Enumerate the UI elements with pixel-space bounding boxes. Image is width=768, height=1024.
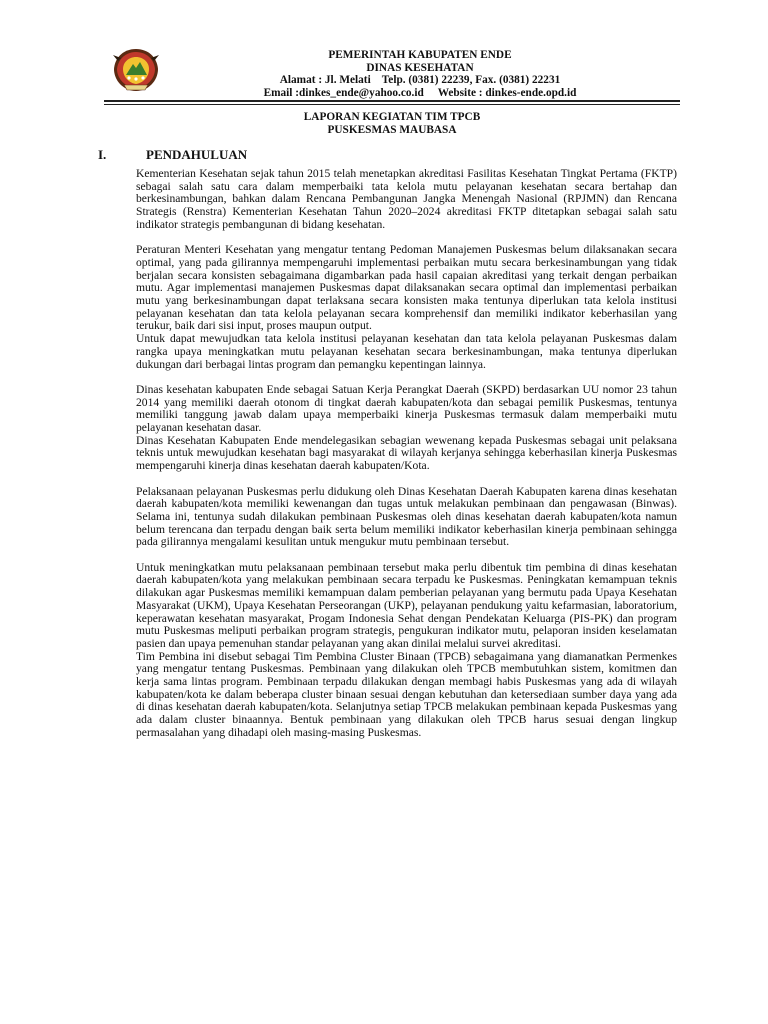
section-number: I. — [98, 147, 107, 162]
paragraph-1: Kementerian Kesehatan sejak tahun 2015 telah menetapkan akreditasi Fasilitas Kesehatan Tingkat Pertama (FKTP) sebagai salah satu cara dalam memperbaiki tata kelola mutu pelayanan kesehatan secara bertahap dan berkesinambungan, bahkan dalam Rencana Pembangunan Jangka Menengah Nasional (RPJMN) dan Rencana Strategis (Renstra) Kementerian Kesehatan Tahun 2020–2024 akreditasi FKTP ditetapkan sebagai salah satu indikator strategis pembangunan di bidang kesehatan. — [136, 167, 677, 231]
letterhead-government: PEMERINTAH KABUPATEN ENDE — [328, 49, 512, 61]
letterhead — [104, 44, 680, 104]
paragraph-6: Pelaksanaan pelayanan Puskesmas perlu didukung oleh Dinas Kesehatan Daerah Kabupaten karena dinas kesehatan daerah kabupaten/kota memiliki kewenangan dan tugas untuk melakukan pembinaan dan pengawasan (Binwas). Selama ini, tentunya sudah dilakukan pembinaan Puskesmas oleh dinas kesehatan daerah kabupaten/kota namun belum terencana dan terpadu dengan baik serta belum memiliki indikator keberhasilan kinerja pembinaan sehingga pada gilirannya mengalami kesulitan untuk mengukur mutu pembinaan tersebut. — [136, 484, 677, 549]
paragraph-2: Peraturan Menteri Kesehatan yang mengatur tentang Pedoman Manajemen Puskesmas belum dilaksanakan secara optimal, yang pada gilirannya mempengaruhi implementasi perbaikan mutu secara berkesinambungan yang tidak berjalan secara konsisten sebagaimana digambarkan pada hasil capaian akreditasi yang terkait dengan perbaikan mutu. Agar implementasi manajemen Puskesmas dapat dilaksanakan secara optimal dan implementasi perbaikan mutu yang berkesinambungan dapat terlaksana secara konsisten maka tentunya diperlukan tata kelola institusi pelayanan kesehatan dan tata kelola pelayanan secara komprehensif dan memiliki indikator keberhasilan yang terukur, baik dari sisi input, proses maupun output. — [136, 243, 677, 333]
report-title — [104, 111, 680, 136]
report-title-line2: PUSKESMAS MAUBASA — [327, 123, 457, 136]
paragraph-5: Dinas Kesehatan Kabupaten Ende mendelegasikan sebagian wewenang kepada Puskesmas sebagai unit pelaksana teknis untuk mewujudkan kesehatan bagi masyarakat di wilayah kerjanya sehingga keberhasilan kinerja Puskesmas mempengaruhi kinerja dinas kesehatan daerah kabupaten/Kota. — [136, 433, 677, 473]
section-title: PENDAHULUAN — [146, 147, 248, 162]
paragraph-3: Untuk dapat mewujudkan tata kelola institusi pelayanan kesehatan dan tata kelola pelayanan Puskesmas dalam rangka upaya meningkatkan mutu pelayanan kesehatan secara berkesinambungan, maka tentunya diperlukan dukungan dari berbagai lintas program dan pemangku kepentingan lainnya. — [136, 332, 677, 371]
section-heading — [98, 147, 398, 162]
body-text — [136, 168, 677, 740]
letterhead-agency: DINAS KESEHATAN — [366, 61, 474, 74]
letterhead-text — [160, 49, 680, 99]
ende-regency-emblem-icon — [112, 47, 160, 93]
paragraph-7: Untuk meningkatkan mutu pelaksanaan pembinaan tersebut maka perlu dibentuk tim pembina di dinas kesehatan daerah kabupaten/kota yang melakukan pembinaan secara terpadu ke Puskesmas. Peningkatan kemampuan teknis dilakukan agar Puskesmas memiliki kemampuan dalam pemberian pelayanan yang bermutu pada Upaya Kesehatan Masyarakat (UKM), Upaya Kesehatan Perseorangan (UKP), pelayanan pendukung yaitu kefarmasian, laboratorium, keperawatan kesehatan masyarakat, Progam Indonesia Sehat dengan Pendekatan Keluarga (PIS-PK) dan program mutu Puskesmas meliputi perbaikan program strategis, pengukuran indikator mutu, pelaporan insiden keselamatan pasien dan upaya pemenuhan standar pelayanan yang akan dinilai melalui survei akreditasi. — [136, 560, 677, 650]
letterhead-address: Alamat : Jl. Melati Telp. (0381) 22239, Fax. (0381) 22231 — [279, 74, 561, 86]
letterhead-divider-thin — [104, 104, 680, 105]
letterhead-contact: Email :dinkes_ende@yahoo.co.id Website : dinkes-ende.opd.id — [263, 86, 577, 99]
paragraph-8: Tim Pembina ini disebut sebagai Tim Pembina Cluster Binaan (TPCB) sebagaimana yang diamanatkan Permenkes yang mengatur tentang Puskesmas. Pembinaan yang dilakukan oleh TPCB membutuhkan sistem, komitmen dan kerja sama lintas program. Pembinaan terpadu dilakukan dengan membagi habis Puskesmas yang ada di wilayah kabupaten/kota ke dalam beberapa cluster binaan sesuai dengan kebutuhan dan ketersediaan sumber daya yang ada di dinas kesehatan daerah kabupaten/kota. Selanjutnya setiap TPCB melakukan pembinaan kepada Puskesmas yang ada dalam cluster binaannya. Bentuk pembinaan yang dilakukan oleh TPCB harus sesuai dengan lingkup permasalahan yang dihadapi oleh masing-masing Puskesmas. — [136, 649, 677, 739]
paragraph-4: Dinas kesehatan kabupaten Ende sebagai Satuan Kerja Perangkat Daerah (SKPD) berdasarkan UU nomor 23 tahun 2014 yang memiliki daerah otonom di tingkat daerah kabupaten/kota dan sebagai pemilik Puskesmas, tentunya memiliki tanggung jawab dalam upaya memperbaiki kinerja Puskesmas termasuk dalam memperbaiki mutu pelayanan kesehatan dasar. — [136, 382, 677, 435]
letterhead-divider — [104, 100, 680, 102]
report-title-line1: LAPORAN KEGIATAN TIM TPCB — [303, 111, 481, 123]
